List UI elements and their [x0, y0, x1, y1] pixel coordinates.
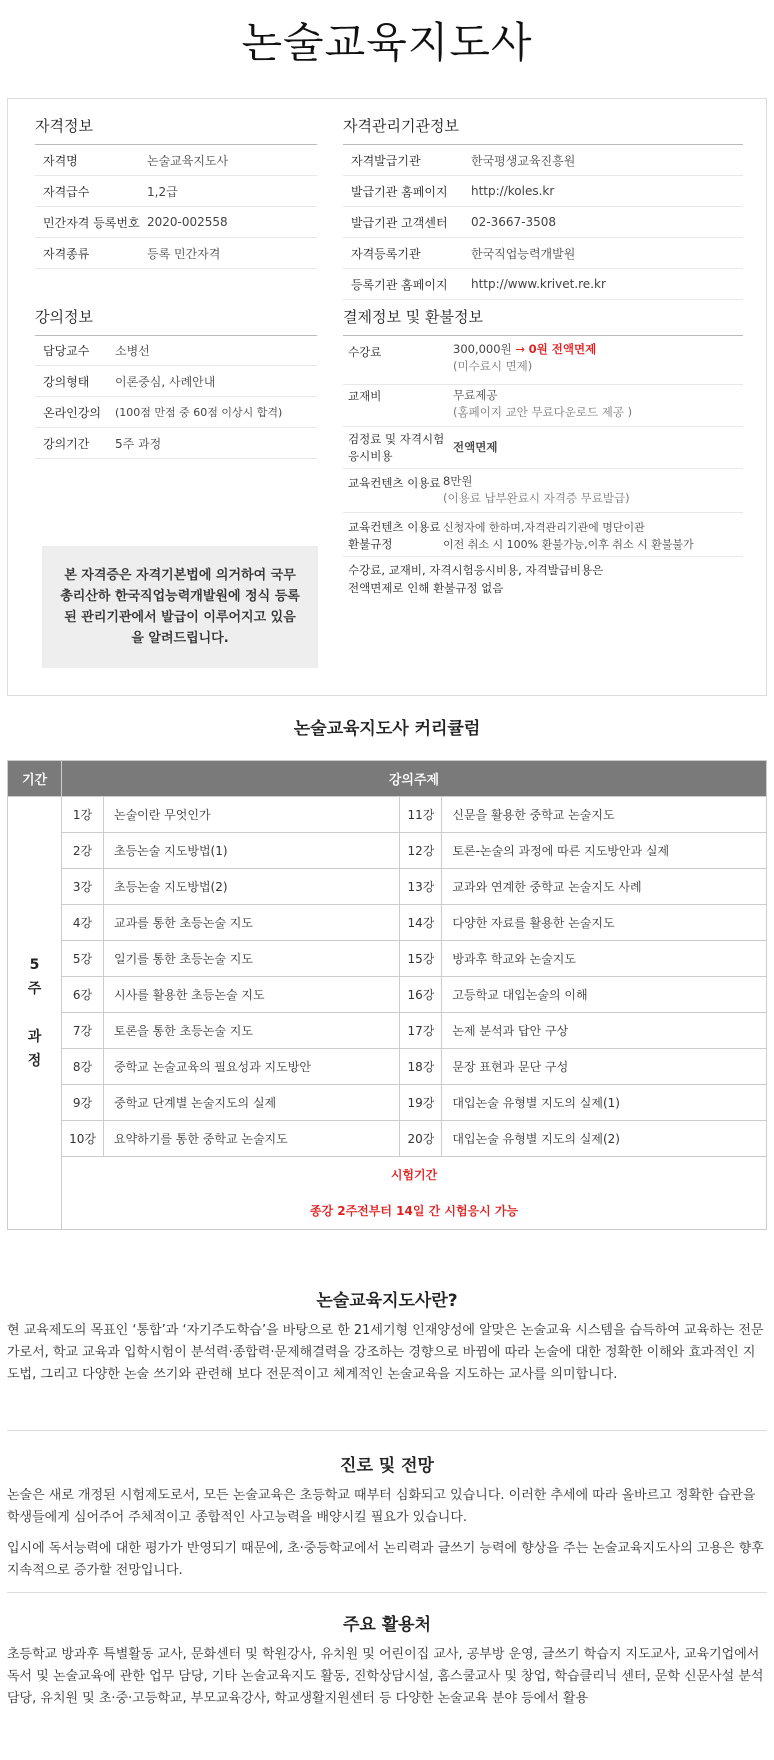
content-sub: (이용료 납부완료시 자격증 무료발급)	[443, 491, 630, 505]
career-body-2: 입시에 독서능력에 대한 평가가 반영되기 때문에, 초·중등학교에서 논리력과 글쓰기 능력에 향상을 주는 논술교육지도사의 고용은 향후 지속적으로 증가할 전망입니다.	[7, 1541, 764, 1578]
agency-info-list	[343, 145, 743, 300]
about-body: 현 교육제도의 목표인 ‘통합’과 ‘자기주도학습’을 바탕으로 한 21세기형 인재양성에 알맞은 논술교육 시스템을 습득하여 교육하는 전문가로서, 학교 교육과 입학시험이 분석력·종합력·문제해결력을 강조하는 경향으로 바뀜에 따라 논술에 대한 정확한 이해와 효과적인 지도법, 그리고 다양한 논술 쓰기와 관련해 보다 전문적이고 체계적인 논술교육을 지도하는 교사를 의미합니다.	[7, 1323, 764, 1382]
lesson-number: 14강	[400, 905, 442, 941]
agency-info-heading: 자격관리기관정보	[343, 115, 743, 145]
lecture-value: 소병선	[115, 343, 150, 358]
lesson-topic: 시사를 활용한 초등논술 지도	[104, 977, 400, 1013]
agency-value: 한국직업능력개발원	[471, 246, 576, 261]
lesson-topic: 중학교 논술교육의 필요성과 지도방안	[104, 1049, 400, 1085]
qual-row	[35, 207, 317, 238]
lesson-topic: 초등논술 지도방법(1)	[104, 833, 400, 869]
lecture-value: 5주 과정	[115, 436, 162, 451]
refund-label-2: 환불규정	[348, 537, 393, 551]
qual-key: 자격종류	[43, 246, 90, 261]
accreditation-notice: 본 자격증은 자격기본법에 의거하여 국무총리산하 한국직업능력개발원에 정식 등록된 관리기관에서 발급이 이루어지고 있음을 알려드립니다.	[42, 546, 318, 668]
table-row	[8, 905, 767, 941]
lecture-info-heading: 강의정보	[35, 306, 317, 336]
tuition-free-badge: 0원 전액면제	[528, 342, 597, 356]
lesson-number: 4강	[62, 905, 104, 941]
lesson-topic: 토론을 통한 초등논술 지도	[104, 1013, 400, 1049]
lesson-topic: 교과를 통한 초등논술 지도	[104, 905, 400, 941]
table-row	[8, 797, 767, 833]
exam-period-cell	[62, 1157, 767, 1230]
lesson-number: 20강	[400, 1121, 442, 1157]
qual-key: 민간자격 등록번호	[43, 215, 140, 230]
table-row	[8, 1013, 767, 1049]
exam-period-title: 시험기간	[390, 1168, 438, 1182]
lesson-topic: 논술이란 무엇인가	[104, 797, 400, 833]
textbook-sub: (홈페이지 교안 무료다운로드 제공 )	[453, 405, 633, 419]
payment-row-exam	[343, 427, 743, 469]
qual-value: 2020-002558	[147, 215, 228, 229]
lesson-number: 6강	[62, 977, 104, 1013]
qual-value: 1,2급	[147, 184, 178, 199]
payment-value	[453, 387, 743, 421]
lecture-row	[35, 397, 317, 428]
lesson-number: 12강	[400, 833, 442, 869]
footnote-line-2: 전액면제로 인해 환불규정 없음	[348, 581, 504, 595]
refund-value-2: 이전 취소 시 100% 환불가능,이후 취소 시 환불불가	[443, 538, 694, 551]
curriculum-header-row	[8, 761, 767, 797]
info-box	[7, 98, 767, 696]
lecture-row	[35, 428, 317, 459]
payment-row-textbook	[343, 385, 743, 427]
lesson-number: 8강	[62, 1049, 104, 1085]
lesson-number: 10강	[62, 1121, 104, 1157]
qual-row	[35, 238, 317, 269]
lesson-topic: 초등논술 지도방법(2)	[104, 869, 400, 905]
agency-key: 발급기관 홈페이지	[351, 184, 448, 199]
agency-row	[343, 207, 743, 238]
lesson-number: 13강	[400, 869, 442, 905]
table-row	[8, 1085, 767, 1121]
refund-label-1: 교육컨텐츠 이용료	[348, 520, 441, 534]
lesson-number: 19강	[400, 1085, 442, 1121]
exam-label-2: 응시비용	[348, 449, 393, 463]
agency-homepage-link[interactable]: http://koles.kr	[471, 184, 555, 198]
career-body-1: 논술은 새로 개정된 시험제도로서, 모든 논술교육은 초등학교 때부터 심화되고 있습니다. 이러한 추세에 따라 올바르고 정확한 습관을 학생들에게 심어주어 주체적이고 종합적인 사고능력을 배양시킬 필요가 있습니다.	[7, 1488, 756, 1525]
lesson-number: 9강	[62, 1085, 104, 1121]
registrar-homepage-link[interactable]: http://www.krivet.re.kr	[471, 277, 606, 291]
qual-value: 논술교육지도사	[147, 153, 229, 168]
exam-period-desc: 종강 2주전부터 14일 간 시험응시 가능	[309, 1204, 519, 1218]
payment-row-tuition	[343, 335, 743, 385]
qual-row	[35, 176, 317, 207]
table-row	[8, 869, 767, 905]
table-row	[8, 941, 767, 977]
page-title: 논술교육지도사	[241, 18, 533, 67]
agency-key: 등록기관 홈페이지	[351, 277, 448, 292]
period-line: 5	[29, 957, 40, 973]
content-value: 8만원	[443, 474, 473, 488]
qual-info-list	[35, 145, 317, 269]
tuition-price: 300,000원	[453, 342, 512, 356]
lesson-number: 3강	[62, 869, 104, 905]
lesson-number: 15강	[400, 941, 442, 977]
payment-key	[348, 519, 441, 553]
lesson-topic: 토론-논술의 과정에 따른 지도방안과 실제	[442, 833, 767, 869]
payment-value	[443, 519, 743, 553]
exam-label-1: 검정료 및 자격시험	[348, 432, 445, 446]
table-row	[8, 977, 767, 1013]
lesson-number: 17강	[400, 1013, 442, 1049]
usage-heading: 주요 활용처	[342, 1615, 432, 1635]
lesson-topic: 중학교 단계별 논술지도의 실제	[104, 1085, 400, 1121]
lesson-topic: 논제 분석과 답안 구상	[442, 1013, 767, 1049]
payment-row-content	[343, 469, 743, 513]
lesson-topic: 다양한 자료를 활용한 논술지도	[442, 905, 767, 941]
lesson-topic: 대입논술 유형별 지도의 실제(1)	[442, 1085, 767, 1121]
lesson-topic: 교과와 연계한 중학교 논술지도 사례	[442, 869, 767, 905]
agency-key: 자격발급기관	[351, 153, 421, 168]
period-cell	[8, 797, 62, 1230]
lecture-row	[35, 335, 317, 366]
qual-value: 등록 민간자격	[147, 246, 221, 261]
period-line: 정	[27, 1053, 42, 1069]
lesson-number: 2강	[62, 833, 104, 869]
lecture-row	[35, 366, 317, 397]
qual-info-heading: 자격정보	[35, 115, 317, 145]
qual-row	[35, 145, 317, 176]
lesson-number: 16강	[400, 977, 442, 1013]
lecture-key: 강의기간	[43, 436, 90, 451]
payment-value	[453, 341, 743, 375]
qual-key: 자격급수	[43, 184, 90, 199]
agency-key: 자격등록기관	[351, 246, 421, 261]
divider	[7, 1592, 767, 1593]
divider	[7, 1430, 767, 1431]
lesson-topic: 신문을 활용한 중학교 논술지도	[442, 797, 767, 833]
refund-value-1: 신청자에 한하며,자격관리기관에 명단이관	[443, 521, 645, 534]
exam-fee-value: 전액면제	[453, 440, 498, 454]
lesson-number: 11강	[400, 797, 442, 833]
payment-row-refund	[343, 513, 743, 557]
curriculum-heading: 논술교육지도사 커리큘럼	[293, 719, 481, 739]
lesson-topic: 문장 표현과 문단 구성	[442, 1049, 767, 1085]
payment-footnote	[348, 561, 603, 597]
lesson-number: 7강	[62, 1013, 104, 1049]
lesson-topic: 요약하기를 통한 중학교 논술지도	[104, 1121, 400, 1157]
table-row	[8, 833, 767, 869]
agency-row	[343, 145, 743, 176]
period-header: 기간	[8, 761, 62, 797]
lesson-number: 5강	[62, 941, 104, 977]
about-heading: 논술교육지도사란?	[316, 1291, 458, 1311]
period-line: 주	[27, 981, 42, 997]
payment-value	[443, 473, 743, 507]
lesson-number: 1강	[62, 797, 104, 833]
lesson-topic: 대입논술 유형별 지도의 실제(2)	[442, 1121, 767, 1157]
textbook-value: 무료제공	[453, 388, 498, 402]
agency-key: 발급기관 고객센터	[351, 215, 448, 230]
lecture-value: (100점 만점 중 60점 이상시 합격)	[115, 406, 283, 419]
curriculum-table	[7, 760, 767, 1230]
agency-value: 한국평생교육진흥원	[471, 153, 576, 168]
career-heading: 진로 및 전망	[340, 1456, 434, 1476]
period-line: 과	[27, 1029, 42, 1045]
usage-body: 초등학교 방과후 특별활동 교사, 문화센터 및 학원강사, 유치원 및 어린이집 교사, 공부방 운영, 글쓰기 학습지 지도교사, 교육기업에서 독서 및 논술교육에 관한 업무 담당, 기타 논술교육지도 활동, 진학상담시설, 홈스쿨교사 및 창업, 학습클리닉 센터, 문학 신문사설 분석 담당, 유치원 및 초·중·고등학교, 부모교육강사, 학교생활지원센터 등 다양한 논술교육 분야 등에서 활용	[7, 1647, 764, 1706]
arrow-icon: →	[515, 342, 525, 356]
lecture-key: 담당교수	[43, 343, 90, 358]
agency-row	[343, 269, 743, 300]
exam-period-row	[8, 1157, 767, 1230]
topic-header: 강의주제	[62, 761, 767, 797]
footnote-line-1: 수강료, 교재비, 자격시험응시비용, 자격발급비용은	[348, 563, 604, 577]
tuition-sub: (미수료시 면제)	[453, 359, 533, 373]
payment-key: 교재비	[348, 389, 382, 403]
payment-key: 교육컨텐츠 이용료	[348, 476, 441, 490]
payment-heading: 결제정보 및 환불정보	[343, 306, 743, 336]
lecture-value: 이론중심, 사례안내	[115, 374, 216, 389]
lecture-key: 온라인강의	[43, 405, 101, 420]
payment-key	[348, 431, 444, 465]
lesson-topic: 방과후 학교와 논술지도	[442, 941, 767, 977]
agency-row	[343, 238, 743, 269]
qual-key: 자격명	[43, 153, 78, 168]
lesson-number: 18강	[400, 1049, 442, 1085]
agency-value: 02-3667-3508	[471, 215, 557, 229]
agency-row	[343, 176, 743, 207]
lesson-topic: 고등학교 대입논술의 이해	[442, 977, 767, 1013]
lesson-topic: 일기를 통한 초등논술 지도	[104, 941, 400, 977]
payment-key: 수강료	[348, 345, 382, 359]
table-row	[8, 1121, 767, 1157]
table-row	[8, 1049, 767, 1085]
lecture-info-list	[35, 335, 317, 459]
lecture-key: 강의형태	[43, 374, 90, 389]
